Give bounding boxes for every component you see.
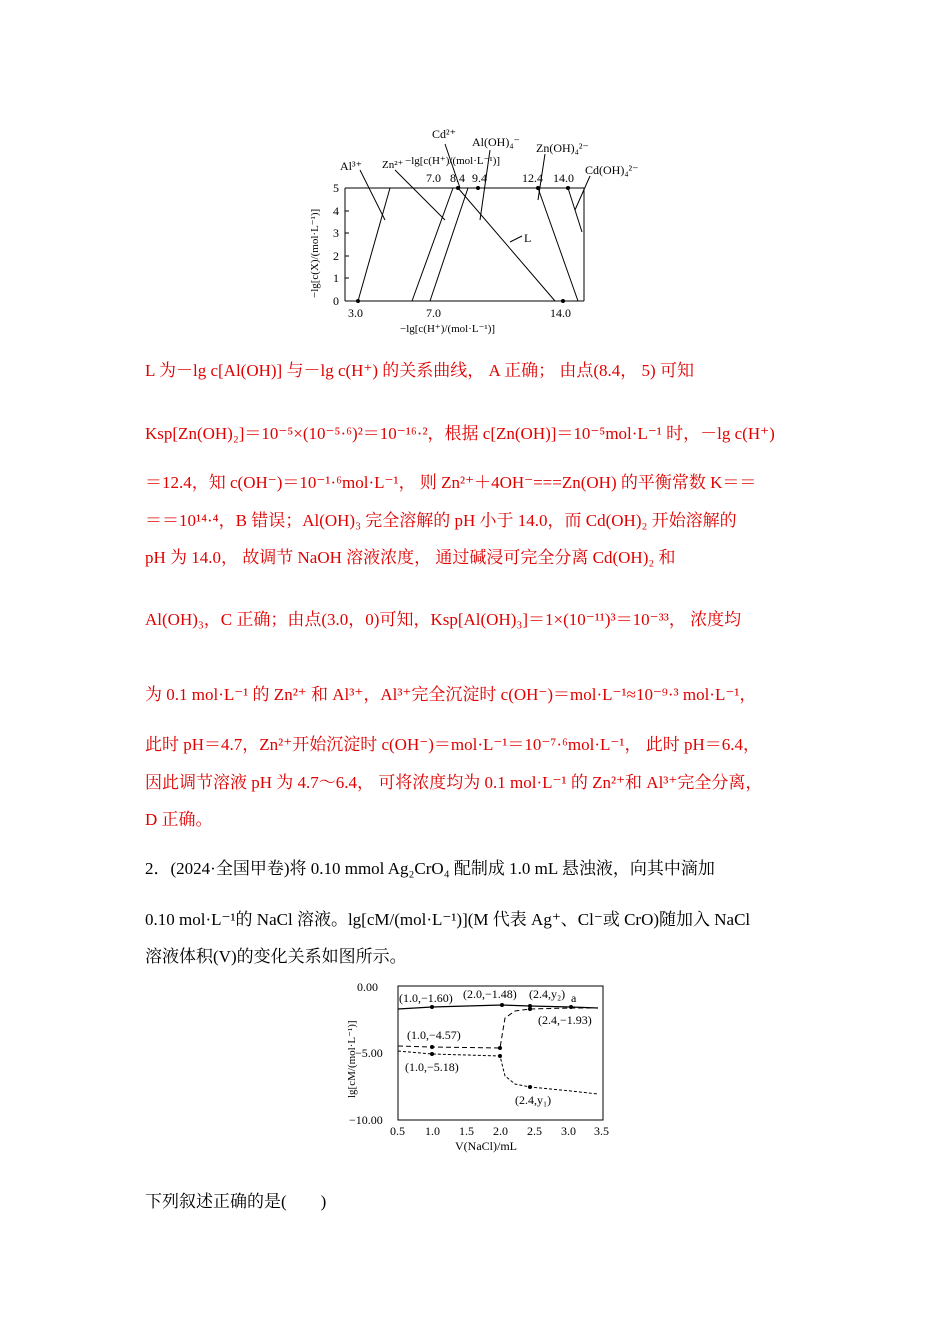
- y-tick-5: 5: [333, 181, 339, 195]
- label-al3plus: Al³⁺: [340, 159, 362, 173]
- y-tick-1: 1: [333, 271, 339, 285]
- point-8.4-5: [456, 186, 460, 190]
- svg-text:1.0: 1.0: [425, 1124, 440, 1138]
- top-tick-14: 14.0: [553, 171, 574, 185]
- svg-text:3.0: 3.0: [561, 1124, 576, 1138]
- question-2-line-1: 2．(2024·全国甲卷)将 0.10 mmol Ag₂CrO₄ 配制成 1.0 mL 悬浊液，向其中滴加: [145, 859, 715, 878]
- y-axis-title: −lg[c(X)/(mol·L⁻¹)]: [309, 208, 321, 298]
- label-cdoh4: Cd(OH)₄²⁻: [585, 163, 639, 177]
- label-2.4-1.93: (2.4,−1.93): [538, 1013, 592, 1027]
- label-aloh4: Al(OH)₄⁻: [472, 135, 520, 149]
- y-axis-title: lg[cM/(mol·L⁻¹)]: [346, 1020, 358, 1098]
- x-ticks: [390, 1124, 609, 1138]
- solution-line-5: pH 为 14.0， 故调节 NaOH 溶液浓度， 通过碱浸可完全分离 Cd(OH)₂ 和: [145, 548, 676, 567]
- y-tick-minus5: −5.00: [355, 1046, 383, 1060]
- label-2.4-y2: (2.4,y₂): [529, 987, 566, 1001]
- solution-line-4: ＝＝10¹⁴·⁴，B 错误；Al(OH)₃ 完全溶解的 pH 小于 14.0，而 Cd(OH)₂ 开始溶解的: [145, 511, 737, 530]
- solution-line-2: Ksp[Zn(OH)₂]＝10⁻⁵×(10⁻⁵·⁶)²＝10⁻¹⁶·²，根据 c[Zn(OH)]＝10⁻⁵mol·L⁻¹ 时，－lg c(H⁺): [145, 424, 775, 443]
- top-axis-title: −lg[c(H⁺)/(mol·L⁻¹)]: [405, 155, 501, 167]
- y-tick-minus10: −10.00: [349, 1113, 383, 1127]
- point-9.4-5: [476, 186, 480, 190]
- top-tick-8.4: 8.4: [450, 171, 465, 185]
- x-axis-title: V(NaCl)/mL: [455, 1139, 517, 1153]
- svg-text:1.5: 1.5: [459, 1124, 474, 1138]
- label-1-4.57: (1.0,−4.57): [407, 1028, 461, 1042]
- label-2-1.48: (2.0,−1.48): [463, 987, 517, 1001]
- top-tick-12.4: 12.4: [522, 171, 543, 185]
- svg-text:2.5: 2.5: [527, 1124, 542, 1138]
- y-tick-3: 3: [333, 226, 339, 240]
- label-2.4-y1: (2.4,y₁): [515, 1093, 552, 1107]
- label-1-5.18: (1.0,−5.18): [405, 1060, 459, 1074]
- label-1-1.60: (1.0,−1.60): [399, 991, 453, 1005]
- svg-text:3.5: 3.5: [594, 1124, 609, 1138]
- curve-label-L: L: [524, 231, 532, 245]
- question-2-line-2: 0.10 mol·L⁻¹的 NaCl 溶液。lg[cM/(mol·L⁻¹)](M 代表 Ag⁺、Cl⁻或 CrO)随加入 NaCl: [145, 910, 751, 929]
- y-ticks: [333, 181, 349, 308]
- bottom-tick-7: 7.0: [426, 306, 441, 320]
- solution-line-10: D 正确。: [145, 810, 213, 829]
- y-tick-0: 0.00: [357, 980, 378, 994]
- solution-line-7: 为 0.1 mol·L⁻¹ 的 Zn²⁺ 和 Al³⁺，Al³⁺完全沉淀时 c(OH⁻)＝mol·L⁻¹≈10⁻⁹·³ mol·L⁻¹，: [145, 685, 757, 704]
- y-tick-0: 0: [333, 294, 339, 308]
- y-tick-2: 2: [333, 249, 339, 263]
- solution-line-9: 因此调节溶液 pH 为 4.7～6.4， 可将浓度均为 0.1 mol·L⁻¹ 的 Zn²⁺和 Al³⁺完全分离，: [145, 773, 763, 792]
- label-znoh4: Zn(OH)₄²⁻: [536, 141, 589, 155]
- figure-2-titration-chart: [335, 978, 625, 1158]
- solution-line-8: 此时 pH＝4.7，Zn²⁺开始沉淀时 c(OH⁻)＝mol·L⁻¹＝10⁻⁷·⁶mol·L⁻¹， 此时 pH＝6.4，: [145, 735, 761, 754]
- svg-text:0.5: 0.5: [390, 1124, 405, 1138]
- bottom-tick-14: 14.0: [550, 306, 571, 320]
- bottom-axis-title: −lg[c(H⁺)/(mol·L⁻¹)]: [400, 323, 496, 335]
- solution-line-6: Al(OH)₃，C 正确；由点(3.0，0)可知，Ksp[Al(OH)₃]＝1×(10⁻¹¹)³＝10⁻³³， 浓度均: [145, 610, 742, 629]
- point-14-5: [566, 186, 570, 190]
- point-3-0: [356, 299, 360, 303]
- label-zn2plus: Zn²⁺: [382, 159, 404, 171]
- svg-text:2.0: 2.0: [493, 1124, 508, 1138]
- y-tick-4: 4: [333, 204, 339, 218]
- figure-1-ph-chart: [300, 120, 660, 340]
- question-2-line-3: 溶液体积(V)的变化关系如图所示。: [145, 947, 407, 966]
- top-tick-7: 7.0: [426, 171, 441, 185]
- solution-line-3: ＝12.4，知 c(OH⁻)＝10⁻¹·⁶mol·L⁻¹， 则 Zn²⁺＋4OH⁻===Zn(OH) 的平衡常数 K＝＝: [145, 473, 757, 492]
- question-2-prompt: 下列叙述正确的是( ): [145, 1192, 327, 1211]
- bottom-tick-3: 3.0: [348, 306, 363, 320]
- label-a: a: [571, 991, 577, 1005]
- label-cd2plus: Cd²⁺: [432, 127, 456, 141]
- solution-line-1: L 为－lg c[Al(OH)] 与－lg c(H⁺) 的关系曲线， A 正确； 由点(8.4， 5) 可知: [145, 361, 694, 380]
- point-12.4-5: [536, 186, 540, 190]
- point-14-0: [561, 299, 565, 303]
- top-tick-9.4: 9.4: [472, 171, 487, 185]
